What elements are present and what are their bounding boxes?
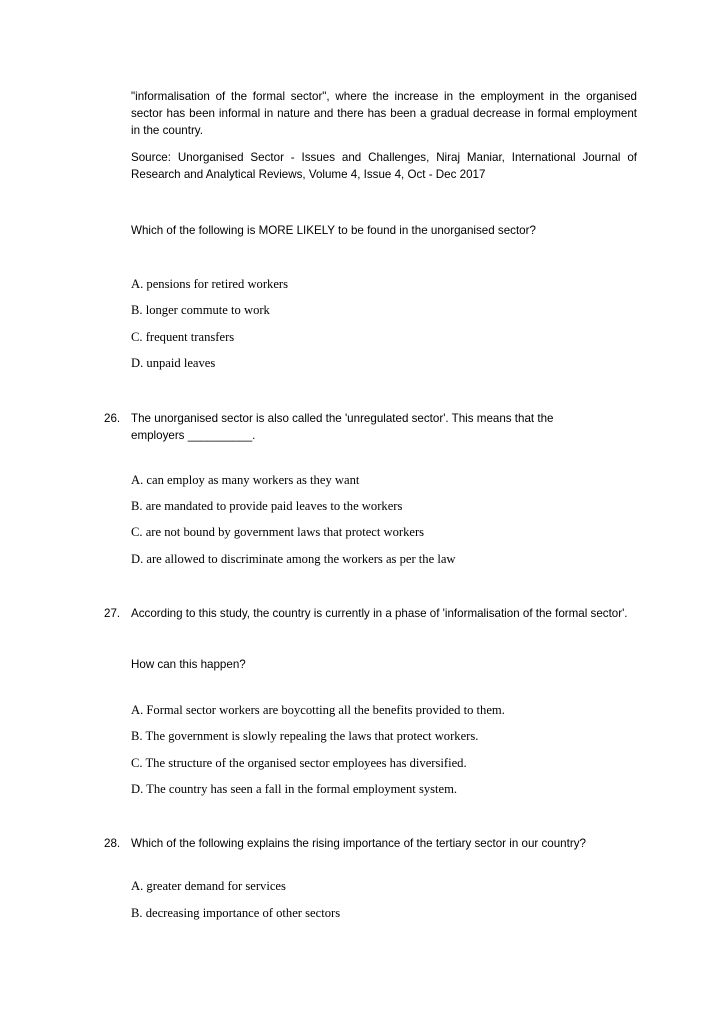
question-27-option-b: B. The government is slowly repealing the laws that protect workers. [131,729,479,743]
question-27-option-a: A. Formal sector workers are boycotting all the benefits provided to them. [131,703,505,717]
question-28-option-a: A. greater demand for services [131,879,286,893]
question-28-number: 28. [104,837,121,850]
question-28-option-b: B. decreasing importance of other sectors [131,906,341,920]
question-27-option-d: D. The country has seen a fall in the formal employment system. [131,782,458,796]
question-25-option-a: A. pensions for retired workers [131,277,289,291]
question-25-option-d: D. unpaid leaves [131,356,216,370]
question-26-option-d: D. are allowed to discriminate among the workers as per the law [131,552,456,566]
question-28-text: Which of the following explains the rising importance of the tertiary sector in our country? [131,837,586,850]
question-26-option-c: C. are not bound by government laws that protect workers [131,525,425,539]
question-27-subtext: How can this happen? [131,658,246,671]
question-26-number: 26. [104,412,121,425]
question-26-option-b: B. are mandated to provide paid leaves to the workers [131,499,403,513]
passage-source: Source: Unorganised Sector - Issues and Challenges, Niraj Maniar, International Journal of Research and Analytical Reviews, Volume 4, Issue 4, Oct - Dec 2017 [131,151,637,181]
question-26-option-a: A. can employ as many workers as they want [131,473,360,487]
question-25-option-c: C. frequent transfers [131,330,235,344]
question-27-option-c: C. The structure of the organised sector employees has diversified. [131,756,467,770]
question-26-text: The unorganised sector is also called the 'unregulated sector'. This means that the employers __________. [131,412,554,442]
passage-continuation: "informalisation of the formal sector", where the increase in the employment in the organised sector has been informal in nature and there has been a gradual decrease in formal employment in the country. [131,90,637,137]
question-27-number: 27. [104,607,121,620]
question-25-option-b: B. longer commute to work [131,303,270,317]
question-27-text: According to this study, the country is currently in a phase of 'informalisation of the formal sector'. [131,607,628,620]
question-25-text: Which of the following is MORE LIKELY to be found in the unorganised sector? [131,224,536,237]
